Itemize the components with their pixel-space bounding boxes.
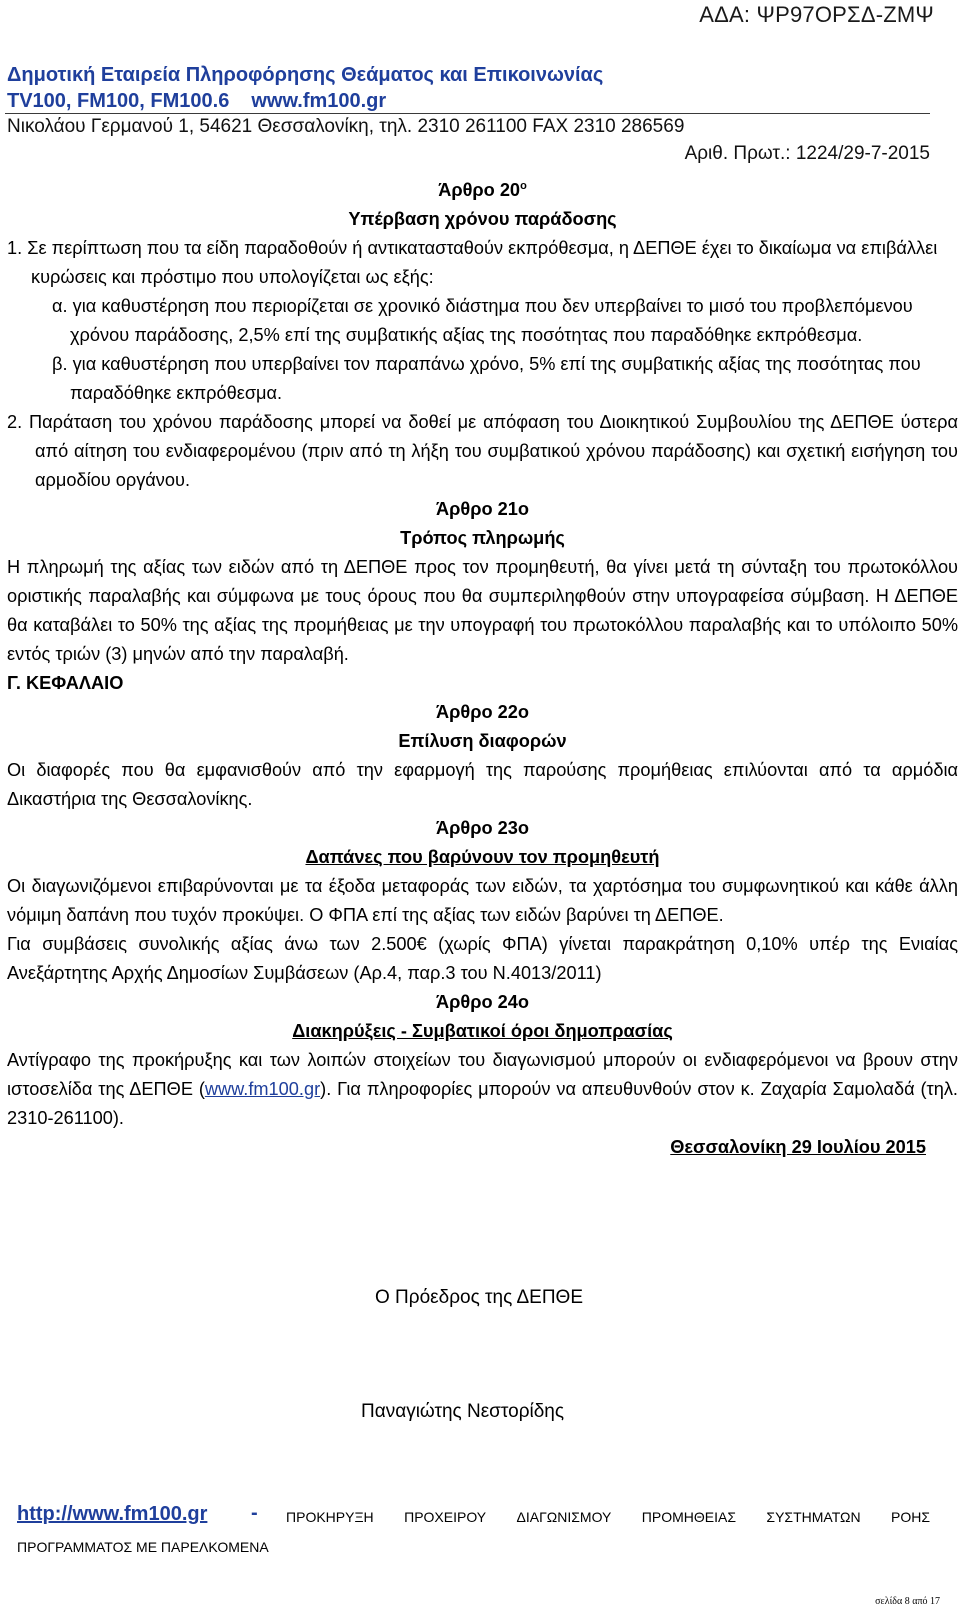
- signatory-name: Παναγιώτης Νεστορίδης: [361, 1401, 565, 1422]
- place-date: Θεσσαλονίκη 29 Ιουλίου 2015: [670, 1137, 926, 1157]
- article-24-title: Διακηρύξεις - Συμβατικοί όροι δημοπρασίας: [292, 1021, 673, 1041]
- footer-word: ΠΡΟΚΗΡΥΞΗ: [286, 1509, 374, 1525]
- document-body: [7, 172, 958, 1162]
- footer-word: ΡΟΗΣ: [890, 1509, 930, 1525]
- footer-word: ΣΥΣΤΗΜΑΤΩΝ: [766, 1509, 861, 1525]
- article-24-body: Αντίγραφο της προκήρυξης και των λοιπών στοιχείων του διαγωνισμού μπορούν οι ενδιαφερόμενοι να βρουν στην ιστοσελίδα της ΔΕΠΘΕ (www.fm100.gr). Για πληροφορίες μπορούν να απευθυνθούν στον κ. Ζαχαρία Σαμολαδά (τηλ. 2310-261100).: [7, 1050, 958, 1128]
- article-20-paragraph-1: 1. Σε περίπτωση που τα είδη παραδοθούν ή αντικατασταθούν εκπρόθεσμα, η ΔΕΠΘΕ έχει το δικαίωμα να επιβάλλει κυρώσεις και πρόστιμο που υπολογίζεται ως εξής:: [7, 238, 938, 287]
- header-divider: [5, 113, 930, 114]
- website-link[interactable]: www.fm100.gr: [204, 1079, 321, 1099]
- superscript-o: ο: [520, 180, 527, 192]
- article-21-title: Τρόπος πληρωμής: [400, 528, 565, 548]
- ada-code: ΑΔΑ: ΨΡ97ΟΡΣΔ-ΖΜΨ: [699, 2, 934, 27]
- article-23-body: Οι διαγωνιζόμενοι επιβαρύνονται με τα έξοδα μεταφοράς των ειδών, τα χαρτόσημα του συμφωνητικού και κάθε άλλη νόμιμη δαπάνη που τυχόν προκύψει. Ο ΦΠΑ επί της αξίας των ειδών βαρύνει τη ΔΕΠΘΕ.: [7, 876, 958, 925]
- article-20-heading: Άρθρο $20^o$: [438, 180, 527, 200]
- footer-word: ΠΡΟΜΗΘΕΙΑΣ: [641, 1509, 737, 1525]
- article-23-title: Δαπάνες που βαρύνουν τον προμηθευτή: [305, 847, 660, 867]
- org-name: Δημοτική Εταιρεία Πληροφόρησης Θεάματος και Επικοινωνίας: [7, 64, 604, 86]
- article-21-heading: Άρθρο 21ο: [436, 499, 529, 519]
- article-20-item-b: β. για καθυστέρηση που υπερβαίνει τον παραπάνω χρόνο, 5% επί της συμβατικής αξίας της ποσότητας που παραδόθηκε εκπρόθεσμα.: [52, 354, 921, 403]
- chapter-heading: Γ. ΚΕΦΑΛΑΙΟ: [7, 673, 124, 693]
- footer-url-link[interactable]: http://www.fm100.gr: [17, 1503, 208, 1525]
- article-23-body-2: Για συμβάσεις συνολικής αξίας άνω των 2.500€ (χωρίς ΦΠΑ) γίνεται παρακράτηση 0,10% υπέρ της Ενιαίας Ανεξάρτητης Αρχής Δημοσίων Συμβάσεων (Αρ.4, παρ.3 του Ν.4013/2011): [7, 934, 958, 983]
- footer-dash: -: [251, 1502, 258, 1524]
- article-20-title: Υπέρβαση χρόνου παράδοσης: [348, 209, 617, 229]
- protocol-number: Αριθ. Πρωτ.: 1224/29-7-2015: [684, 143, 930, 164]
- article-21-body: Η πληρωμή της αξίας των ειδών από τη ΔΕΠΘΕ προς τον προμηθευτή, θα γίνει μετά τη σύνταξη του πρωτοκόλλου οριστικής παραλαβής και σύμφωνα με τους όρους που θα συμπεριληφθούν στην υπογραφείσα σύμβαση. Η ΔΕΠΘΕ θα καταβάλει το 50% της αξίας της προμήθειας με την υπογραφή του πρωτοκόλλου παραλαβής και το υπόλοιπο 50% εντός τριών (3) μηνών από την παραλαβή.: [7, 557, 958, 664]
- footer-title-line-2: ΠΡΟΓΡΑΜΜΑΤΟΣ ΜΕ ΠΑΡΕΛΚΟΜΕΝΑ: [17, 1539, 269, 1555]
- article-22-heading: Άρθρο 22ο: [436, 702, 529, 722]
- article-22-title: Επίλυση διαφορών: [398, 731, 567, 751]
- article-23-heading: Άρθρο 23ο: [436, 818, 529, 838]
- footer-word: ΠΡΟΧΕΙΡΟΥ: [404, 1509, 487, 1525]
- article-20-item-a: α. για καθυστέρηση που περιορίζεται σε χρονικό διάστημα που δεν υπερβαίνει το μισό του προβλεπόμενου χρόνου παράδοσης, 2,5% επί της συμβατικής αξίας της ποσότητας που παραδόθηκε εκπρόθεσμα.: [52, 296, 913, 345]
- article-22-body: Οι διαφορές που θα εμφανισθούν από την εφαρμογή της παρούσης προμήθειας επιλύονται από τα αρμόδια Δικαστήρια της Θεσσαλονίκης.: [7, 760, 958, 809]
- page-number: σελίδα 8 από 17: [875, 1596, 940, 1607]
- org-address: Νικολάου Γερμανού 1, 54621 Θεσσαλονίκη, τηλ. 2310 261100 FAX 2310 286569: [7, 116, 685, 137]
- header-stations-line: [7, 90, 386, 113]
- signatory-role: Ο Πρόεδρος της ΔΕΠΘΕ: [375, 1287, 584, 1308]
- header-website-link[interactable]: www.fm100.gr: [251, 90, 387, 112]
- article-20-paragraph-2: 2. Παράταση του χρόνου παράδοσης μπορεί να δοθεί με απόφαση του Διοικητικού Συμβουλίου της ΔΕΠΘΕ ύστερα από αίτηση του ενδιαφερομένου (πριν από τη λήξη του συμβατικού χρόνου παράδοσης) και σχετική εισήγηση του αρμοδίου οργάνου.: [7, 412, 958, 490]
- article-24-heading: Άρθρο 24ο: [436, 992, 529, 1012]
- footer-title-line: [286, 1509, 930, 1525]
- stations: TV100, FM100, FM100.6: [7, 90, 230, 112]
- footer-word: ΔΙΑΓΩΝΙΣΜΟΥ: [516, 1509, 612, 1525]
